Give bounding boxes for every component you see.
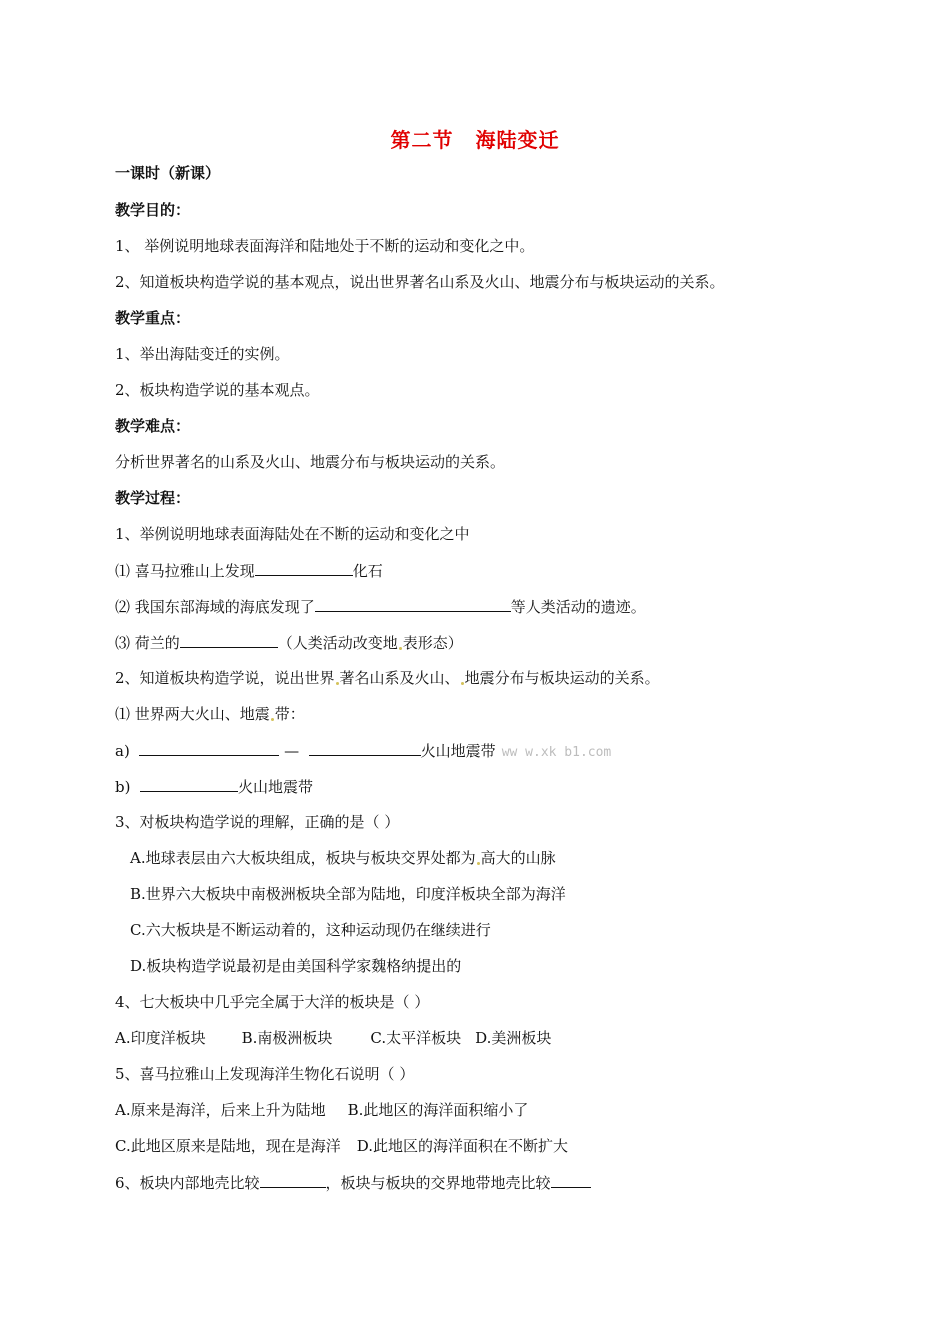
option-d: D.板块构造学说最初是由美国科学家魏格纳提出的 xyxy=(130,957,462,975)
question-2: 2、知道板块构造学说，说出世界 著名山系及火山、 地震分布与板块运动的关系。 xyxy=(115,669,660,687)
fill-blank[interactable] xyxy=(139,740,279,756)
option-c: C.太平洋板块 xyxy=(370,1029,462,1047)
difficulties-heading: 教学难点： xyxy=(115,417,191,435)
option-a: A.印度洋板块 xyxy=(115,1029,206,1047)
option-b: B.世界六大板块中南极洲板块全部为陆地，印度洋板块全部为海洋 xyxy=(130,885,566,903)
question-6: 6、板块内部地壳比较 ，板块与板块的交界地带地壳比较 xyxy=(115,1172,591,1193)
title-section: 第二节 xyxy=(390,128,454,152)
key-points-heading: 教学重点： xyxy=(115,309,191,327)
stray-mark xyxy=(461,682,464,685)
key-point-item: 1、举出海陆变迁的实例。 xyxy=(115,345,290,363)
fill-blank[interactable] xyxy=(551,1172,591,1188)
objective-item: 2、知道板块构造学说的基本观点，说出世界著名山系及火山、地震分布与板块运动的关系。 xyxy=(115,273,725,291)
question-2-sub: ⑴ 世界两大火山、地震 带： xyxy=(115,705,305,723)
difficulties-text: 分析世界著名的山系及火山、地震分布与板块运动的关系。 xyxy=(115,453,506,471)
fill-blank[interactable] xyxy=(180,632,278,648)
objective-item: 1、 举例说明地球表面海洋和陆地处于不断的运动和变化之中。 xyxy=(115,237,535,255)
question-3: 3、对板块构造学说的理解，正确的是（ ） xyxy=(115,813,400,831)
stray-mark xyxy=(271,718,274,721)
question-1: 1、举例说明地球表面海陆处在不断的运动和变化之中 xyxy=(115,525,470,543)
question-2b: b) 火山地震带 xyxy=(115,778,314,796)
lesson-type: 一课时（新课） xyxy=(115,164,221,182)
page-title xyxy=(0,124,950,153)
option-d: D.美洲板块 xyxy=(475,1029,552,1047)
question-1c: ⑶ 荷兰的 （人类活动改变地 表形态） xyxy=(115,634,463,652)
option-b: B.南极洲板块 xyxy=(241,1029,333,1047)
option-c: C.六大板块是不断运动着的，这种运动现仍在继续进行 xyxy=(130,921,491,939)
question-1b: ⑵ 我国东部海域的海底发现了 等人类活动的遗迹。 xyxy=(115,598,646,616)
question-4-options xyxy=(115,1028,551,1048)
option-a: A.原来是海洋，后来上升为陆地 xyxy=(115,1101,326,1119)
title-topic: 海陆变迁 xyxy=(475,128,560,152)
fill-blank[interactable] xyxy=(260,1172,326,1188)
option-d: D.此地区的海洋面积在不断扩大 xyxy=(356,1137,568,1155)
watermark: ww w.xk b1.com xyxy=(501,745,612,760)
stray-mark xyxy=(336,682,339,685)
fill-blank[interactable] xyxy=(309,740,421,756)
question-2a: a) — 火山地震带 ww w.xk b1.com xyxy=(115,742,612,760)
question-5-options-row1 xyxy=(115,1100,528,1120)
fill-blank[interactable] xyxy=(255,560,353,576)
fill-blank[interactable] xyxy=(140,776,238,792)
process-heading: 教学过程： xyxy=(115,489,191,507)
stray-mark xyxy=(477,862,480,865)
question-1a: ⑴ 喜马拉雅山上发现 化石 xyxy=(115,562,383,580)
question-5-options-row2 xyxy=(115,1136,568,1156)
objectives-heading: 教学目的： xyxy=(115,201,191,219)
question-5: 5、喜马拉雅山上发现海洋生物化石说明（ ） xyxy=(115,1065,415,1083)
option-a: A.地球表层由六大板块组成，板块与板块交界处都为 高大的山脉 xyxy=(130,849,556,867)
question-4: 4、七大板块中几乎完全属于大洋的板块是（ ） xyxy=(115,993,430,1011)
fill-blank[interactable] xyxy=(315,596,511,612)
key-point-item: 2、板块构造学说的基本观点。 xyxy=(115,381,320,399)
option-c: C.此地区原来是陆地，现在是海洋 xyxy=(115,1137,341,1155)
stray-mark xyxy=(399,647,402,650)
option-b: B.此地区的海洋面积缩小了 xyxy=(347,1101,529,1119)
